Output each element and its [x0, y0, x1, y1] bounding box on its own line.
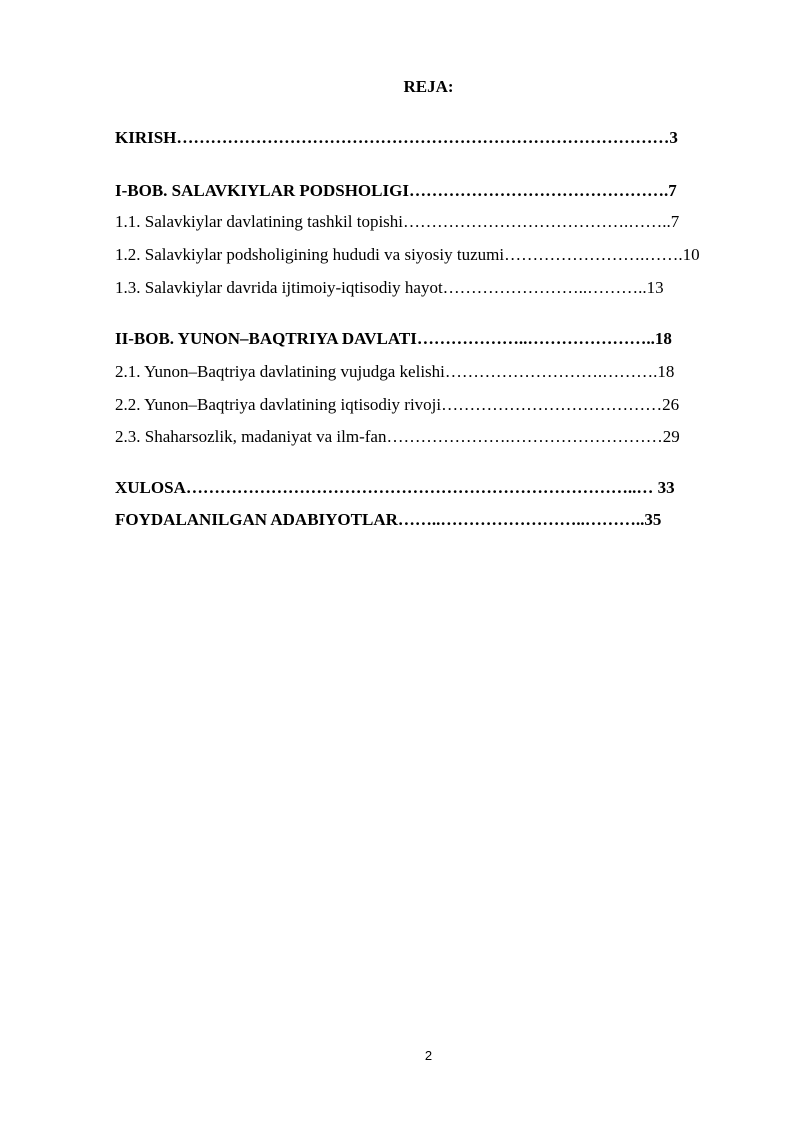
toc-entry-2-1: 2.1. Yunon–Baqtriya davlatining vujudga kelishi……………………….……….18 [115, 362, 675, 381]
toc-entry-1-2: 1.2. Salavkiylar podsholigining hududi va siyosiy tuzumi…………………….…….10 [115, 245, 700, 264]
toc-entry-2-2: 2.2. Yunon–Baqtriya davlatining iqtisodiy rivoji…………………………………26 [115, 395, 680, 414]
page-title: REJA: [403, 77, 454, 96]
toc-entry-kirish: KIRISH……………………………………………………………………………3 [115, 128, 678, 147]
toc-entry-1-3: 1.3. Salavkiylar davrida ijtimoiy-iqtisodiy hayot……………………..………..13 [115, 278, 664, 297]
toc-entry-chapter-2: II-BOB. YUNON–BAQTRIYA DAVLATI………………..…………………..18 [115, 329, 672, 348]
toc-entry-chapter-1: I-BOB. SALAVKIYLAR PODSHOLIGI……………………………………….7 [115, 181, 677, 200]
toc-entry-adabiyotlar: FOYDALANILGAN ADABIYOTLAR……..……………………..………..35 [115, 510, 662, 529]
toc-entry-xulosa: XULOSA……………………………………………………………………..… 33 [115, 478, 675, 497]
toc-entry-2-3: 2.3. Shaharsozlik, madaniyat va ilm-fan………………….………………………29 [115, 427, 680, 446]
toc-entry-1-1: 1.1. Salavkiylar davlatining tashkil topishi………………………………….……..7 [115, 212, 680, 231]
page-number: 2 [424, 1048, 433, 1063]
